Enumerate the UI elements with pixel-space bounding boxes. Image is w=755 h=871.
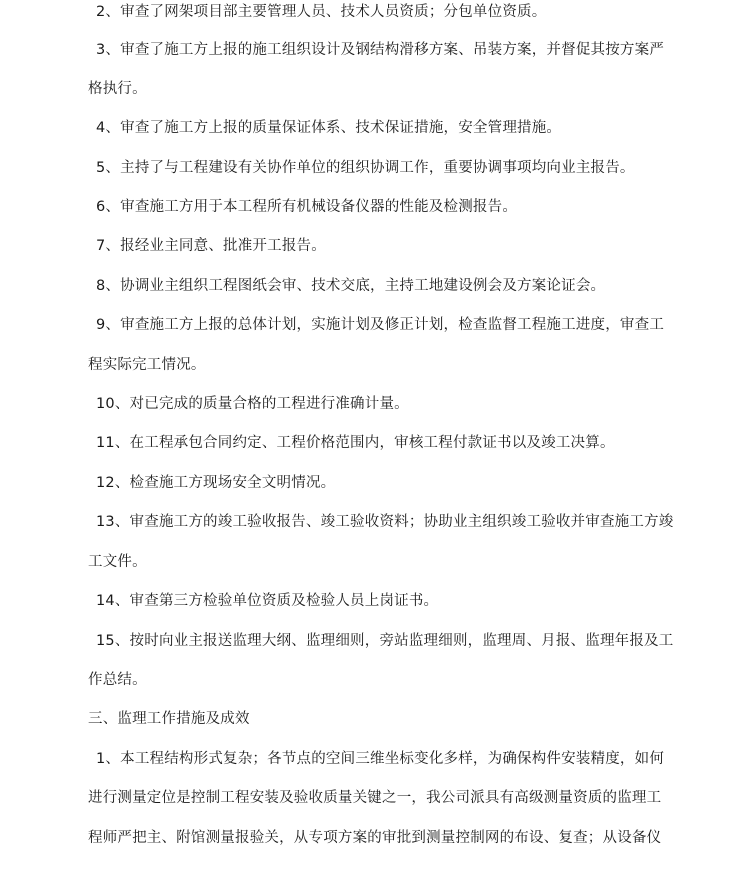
item-10-line-1: 10、对已完成的质量合格的工程进行准确计量。 (96, 396, 409, 412)
item-6-line-1: 6、审查施工方用于本工程所有机械设备仪器的性能及检测报告。 (96, 199, 518, 215)
item-13-line-1: 13、审查施工方的竣工验收报告、竣工验收资料；协助业主组织竣工验收并审查施工方竣 (96, 514, 674, 530)
item-15-line-2: 作总结。 (88, 672, 147, 688)
item-3-line-2: 格执行。 (88, 81, 147, 97)
item-5-line-1: 5、主持了与工程建设有关协作单位的组织协调工作，重要协调事项均向业主报告。 (96, 160, 635, 176)
item-3-line-1: 3、审查了施工方上报的施工组织设计及钢结构滑移方案、吊装方案，并督促其按方案严 (96, 42, 665, 58)
section-heading: 三、监理工作措施及成效 (88, 711, 250, 727)
item-9-line-1: 9、审查施工方上报的总体计划，实施计划及修正计划，检查监督工程施工进度，审查工 (96, 317, 665, 333)
item-7-line-1: 7、报经业主同意、批准开工报告。 (96, 238, 326, 254)
item-9-line-2: 程实际完工情况。 (88, 357, 206, 373)
item-14-line-1: 14、审查第三方检验单位资质及检验人员上岗证书。 (96, 593, 439, 609)
item-13-line-2: 工文件。 (88, 554, 147, 570)
section-paragraph-line-1: 1、本工程结构形式复杂；各节点的空间三维坐标变化多样，为确保构件安装精度，如何 (96, 751, 665, 767)
section-paragraph-line-2: 进行测量定位是控制工程安装及验收质量关键之一，我公司派具有高级测量资质的监理工 (88, 790, 662, 806)
item-2-line-1: 2、审查了网架项目部主要管理人员、技术人员资质；分包单位资质。 (96, 4, 547, 20)
item-11-line-1: 11、在工程承包合同约定、工程价格范围内，审核工程付款证书以及竣工决算。 (96, 435, 615, 451)
section-paragraph-line-3: 程师严把主、附馆测量报验关，从专项方案的审批到测量控制网的布设、复查；从设备仪 (88, 830, 662, 846)
item-12-line-1: 12、检查施工方现场安全文明情况。 (96, 475, 336, 491)
item-15-line-1: 15、按时向业主报送监理大纲、监理细则，旁站监理细则，监理周、月报、监理年报及工 (96, 633, 674, 649)
item-4-line-1: 4、审查了施工方上报的质量保证体系、技术保证措施，安全管理措施。 (96, 120, 562, 136)
item-8-line-1: 8、协调业主组织工程图纸会审、技术交底，主持工地建设例会及方案论证会。 (96, 278, 606, 294)
